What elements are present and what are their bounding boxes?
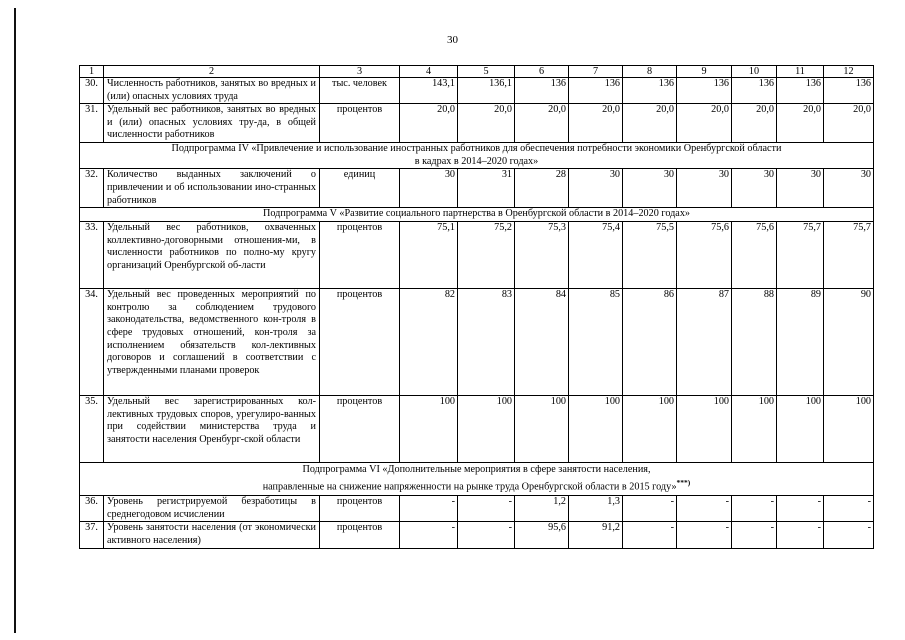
value-cell: 75,3 <box>515 222 569 289</box>
value-cell: 30 <box>623 169 677 208</box>
page-number: 30 <box>447 34 458 46</box>
value-cell: 100 <box>458 396 515 463</box>
value-cell: 30 <box>400 169 458 208</box>
subprogram-row <box>80 463 874 496</box>
value-cell: - <box>732 522 777 549</box>
row-number: 35. <box>80 396 104 463</box>
unit: процентов <box>320 222 400 289</box>
value-cell: 75,6 <box>677 222 732 289</box>
unit: процентов <box>320 522 400 549</box>
value-cell: - <box>824 522 874 549</box>
value-cell: 28 <box>515 169 569 208</box>
value-cell: 89 <box>777 289 824 396</box>
subprogram-title-line: Подпрограмма VI «Дополнительные мероприятия в сфере занятости населения, <box>302 464 651 476</box>
column-number: 4 <box>400 66 458 78</box>
indicator-name: Удельный вес зарегистрированных кол-лективных трудовых споров, урегулиро-ванных при содействии министерства труда и занятости населения Оренбург-ской области <box>104 396 320 463</box>
value-cell: 84 <box>515 289 569 396</box>
subprogram-row <box>80 208 874 222</box>
subprogram-title-line: Подпрограмма IV «Привлечение и использование иностранных работников для обеспечения потребности экономики Оренбургской области <box>171 143 782 155</box>
indicators-table <box>79 65 874 549</box>
value-cell: - <box>400 522 458 549</box>
row-number: 30. <box>80 78 104 104</box>
table-row <box>80 522 874 549</box>
value-cell: - <box>677 522 732 549</box>
subprogram-title <box>80 143 874 169</box>
value-cell: 136 <box>777 78 824 104</box>
row-number: 31. <box>80 104 104 143</box>
column-number: 10 <box>732 66 777 78</box>
value-cell: 75,6 <box>732 222 777 289</box>
value-cell: 100 <box>777 396 824 463</box>
value-cell: 136 <box>824 78 874 104</box>
table-row <box>80 222 874 289</box>
value-cell: 75,4 <box>569 222 623 289</box>
column-number: 2 <box>104 66 320 78</box>
value-cell: - <box>732 496 777 522</box>
column-number: 3 <box>320 66 400 78</box>
value-cell: 143,1 <box>400 78 458 104</box>
value-cell: 20,0 <box>569 104 623 143</box>
subprogram-title <box>80 463 874 496</box>
indicator-name: Удельный вес проведенных мероприятий по контролю за соблюдением трудового законодательства, ведомственного кон-троля в сфере трудовых отношений, кон-троля за исполнением обязательств кол-лективных договоров и соглашений в соответствии с утвержденными планами проверок <box>104 289 320 396</box>
unit: единиц <box>320 169 400 208</box>
value-cell: 82 <box>400 289 458 396</box>
unit: тыс. человек <box>320 78 400 104</box>
value-cell: 136 <box>677 78 732 104</box>
value-cell: 136,1 <box>458 78 515 104</box>
value-cell: 100 <box>732 396 777 463</box>
value-cell: 100 <box>677 396 732 463</box>
value-cell: 20,0 <box>824 104 874 143</box>
value-cell: 136 <box>623 78 677 104</box>
indicator-name: Численность работников, занятых во вредных и (или) опасных условиях труда <box>104 78 320 104</box>
value-cell: 83 <box>458 289 515 396</box>
unit: процентов <box>320 289 400 396</box>
value-cell: - <box>824 496 874 522</box>
value-cell: - <box>400 496 458 522</box>
value-cell: 91,2 <box>569 522 623 549</box>
indicator-name: Уровень занятости населения (от экономически активного населения) <box>104 522 320 549</box>
value-cell: 136 <box>732 78 777 104</box>
value-cell: 75,1 <box>400 222 458 289</box>
unit: процентов <box>320 396 400 463</box>
table-row <box>80 496 874 522</box>
subprogram-row <box>80 143 874 169</box>
value-cell: - <box>677 496 732 522</box>
table-row <box>80 396 874 463</box>
column-numbers-row <box>80 66 874 78</box>
column-number: 1 <box>80 66 104 78</box>
value-cell: 1,3 <box>569 496 623 522</box>
value-cell: - <box>458 522 515 549</box>
value-cell: 75,7 <box>777 222 824 289</box>
indicator-name: Уровень регистрируемой безработицы в среднегодовом исчислении <box>104 496 320 522</box>
indicator-name: Удельный вес работников, занятых во вредных и (или) опасных условиях тру-да, в общей численности работников <box>104 104 320 143</box>
table-row <box>80 104 874 143</box>
value-cell: - <box>777 496 824 522</box>
column-number: 6 <box>515 66 569 78</box>
unit: процентов <box>320 496 400 522</box>
subprogram-title-line: направленные на снижение напряженности на рынке труда Оренбургской области в 2015 году» <box>262 481 677 493</box>
column-number: 12 <box>824 66 874 78</box>
value-cell: 100 <box>569 396 623 463</box>
value-cell: 88 <box>732 289 777 396</box>
value-cell: 20,0 <box>458 104 515 143</box>
value-cell: 20,0 <box>732 104 777 143</box>
value-cell: 90 <box>824 289 874 396</box>
value-cell: 20,0 <box>677 104 732 143</box>
value-cell: 85 <box>569 289 623 396</box>
footnote-mark: ***) <box>676 477 691 487</box>
column-number: 8 <box>623 66 677 78</box>
value-cell: 100 <box>515 396 569 463</box>
value-cell: 30 <box>732 169 777 208</box>
value-cell: 100 <box>623 396 677 463</box>
table-row <box>80 289 874 396</box>
row-number: 37. <box>80 522 104 549</box>
value-cell: 86 <box>623 289 677 396</box>
table-row <box>80 169 874 208</box>
column-number: 5 <box>458 66 515 78</box>
value-cell: - <box>777 522 824 549</box>
value-cell: 20,0 <box>777 104 824 143</box>
subprogram-title-line: в кадрах в 2014–2020 годах» <box>414 155 539 167</box>
value-cell: - <box>458 496 515 522</box>
value-cell: 75,2 <box>458 222 515 289</box>
value-cell: 1,2 <box>515 496 569 522</box>
value-cell: 100 <box>400 396 458 463</box>
value-cell: - <box>623 522 677 549</box>
value-cell: 30 <box>677 169 732 208</box>
value-cell: - <box>623 496 677 522</box>
value-cell: 75,7 <box>824 222 874 289</box>
value-cell: 30 <box>569 169 623 208</box>
table-row <box>80 78 874 104</box>
binding-edge-line <box>14 8 16 633</box>
value-cell: 100 <box>824 396 874 463</box>
row-number: 33. <box>80 222 104 289</box>
row-number: 36. <box>80 496 104 522</box>
unit: процентов <box>320 104 400 143</box>
value-cell: 30 <box>824 169 874 208</box>
value-cell: 136 <box>569 78 623 104</box>
value-cell: 20,0 <box>400 104 458 143</box>
indicator-name: Количество выданных заключений о привлечении и об использовании ино-странных работников <box>104 169 320 208</box>
indicator-name: Удельный вес работников, охваченных коллективно-договорными отношения-ми, в численности работников по полно-му кругу организаций Оренбургской об-ласти <box>104 222 320 289</box>
value-cell: 20,0 <box>515 104 569 143</box>
value-cell: 75,5 <box>623 222 677 289</box>
row-number: 32. <box>80 169 104 208</box>
value-cell: 31 <box>458 169 515 208</box>
column-number: 11 <box>777 66 824 78</box>
value-cell: 87 <box>677 289 732 396</box>
column-number: 7 <box>569 66 623 78</box>
value-cell: 95,6 <box>515 522 569 549</box>
column-number: 9 <box>677 66 732 78</box>
value-cell: 20,0 <box>623 104 677 143</box>
row-number: 34. <box>80 289 104 396</box>
value-cell: 30 <box>777 169 824 208</box>
subprogram-title: Подпрограмма V «Развитие социального партнерства в Оренбургской области в 2014–2020 годах» <box>80 208 874 222</box>
value-cell: 136 <box>515 78 569 104</box>
